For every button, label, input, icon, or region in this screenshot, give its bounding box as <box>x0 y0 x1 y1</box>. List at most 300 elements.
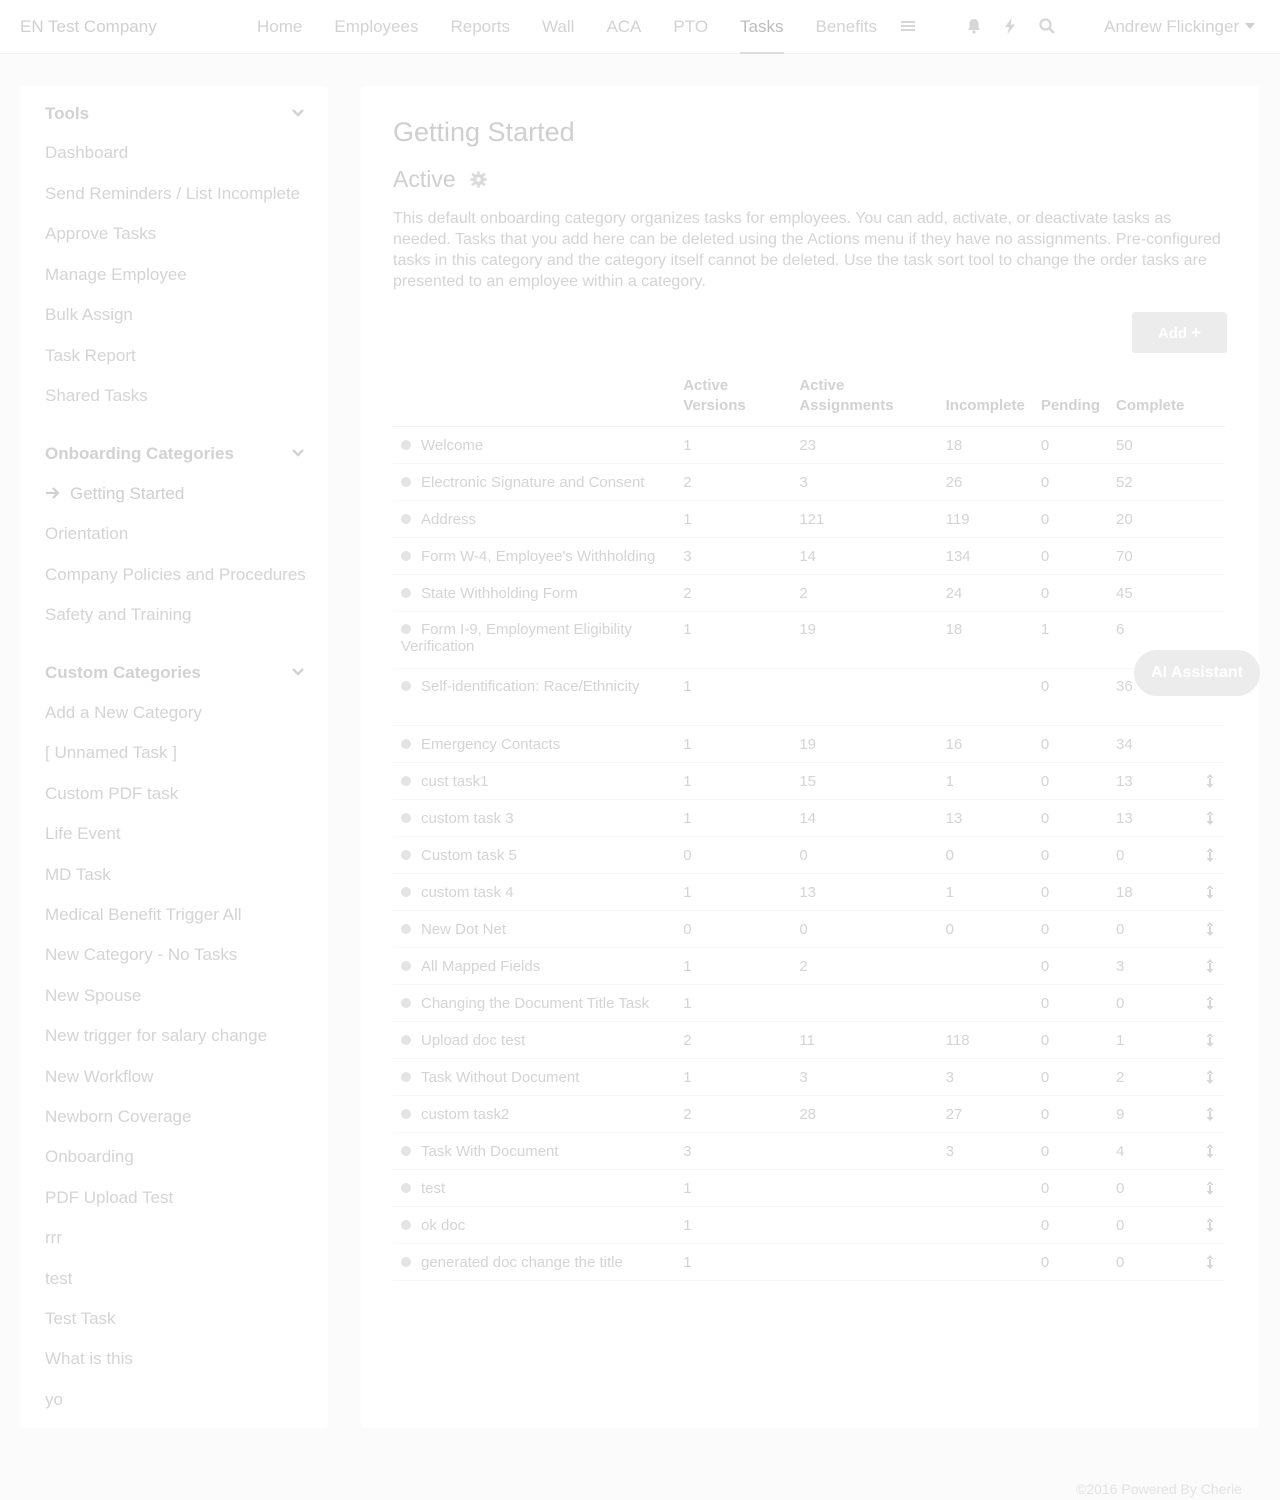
task-name-cell <box>393 726 675 763</box>
task-name-cell <box>393 985 675 1022</box>
sort-cell <box>1192 1244 1225 1281</box>
sort-handle-icon[interactable] <box>1205 847 1215 863</box>
task-name-link[interactable]: custom task 4 <box>421 883 514 901</box>
assignments-value[interactable]: 3 <box>799 473 808 491</box>
nav-link-pto[interactable]: PTO <box>673 17 709 36</box>
table-row[interactable] <box>393 575 1225 612</box>
pending-cell <box>1033 1170 1108 1207</box>
incomplete-value[interactable]: 18 <box>945 436 963 454</box>
task-name-link[interactable]: ok doc <box>421 1216 466 1234</box>
active-versions-cell <box>675 726 791 763</box>
complete-value: 9 <box>1115 1105 1125 1123</box>
versions-value: 3 <box>683 547 692 565</box>
status-dot-icon <box>401 1220 411 1230</box>
task-name-cell <box>393 763 675 800</box>
incomplete-value[interactable]: 119 <box>945 510 970 528</box>
chevron-down-icon <box>291 446 305 460</box>
task-name-link[interactable]: Address <box>421 510 477 528</box>
pending-cell <box>1033 837 1108 874</box>
sidebar-item-company-policies-and-procedures[interactable] <box>45 565 306 585</box>
sidebar-item-label: Test Task <box>45 1309 116 1328</box>
active-versions-cell <box>675 1022 791 1059</box>
main-panel <box>361 86 1259 1428</box>
tools-section-header[interactable] <box>45 104 305 124</box>
versions-value: 1 <box>683 1216 692 1234</box>
pending-value: 0 <box>1040 436 1050 454</box>
complete-cell <box>1108 1096 1192 1133</box>
sort-handle-icon[interactable] <box>1205 995 1215 1011</box>
assignments-value[interactable]: 121 <box>799 510 825 528</box>
complete-header[interactable]: Complete <box>1108 376 1192 427</box>
status-dot-icon <box>401 961 411 971</box>
complete-value: 20 <box>1115 510 1133 528</box>
sidebar-item-md-task[interactable] <box>45 865 111 885</box>
task-name-cell <box>393 1170 675 1207</box>
arrow-right-icon <box>45 486 61 500</box>
sidebar-item-label: Task Report <box>45 345 136 365</box>
versions-value: 3 <box>683 1142 692 1160</box>
sort-handle-icon[interactable] <box>1205 773 1215 789</box>
active-assignments-cell <box>791 911 937 948</box>
status-dot-icon <box>401 1109 411 1119</box>
assignments-value[interactable]: 11 <box>799 1031 815 1049</box>
incomplete-cell <box>938 1096 1033 1133</box>
task-name-link[interactable]: Electronic Signature and Consent <box>421 473 645 491</box>
nav-link-reports[interactable]: Reports <box>450 17 510 36</box>
nav-link-tasks[interactable]: Tasks <box>724 0 799 54</box>
sort-handle-icon[interactable] <box>1205 1143 1215 1159</box>
active-assignments-cell <box>791 1022 937 1059</box>
ai-assistant-button[interactable]: AI Assistant <box>1134 650 1260 696</box>
task-name-cell <box>393 1207 675 1244</box>
complete-value: 0 <box>1115 1179 1125 1197</box>
sort-cell <box>1192 501 1225 538</box>
task-name-link[interactable]: Upload doc test <box>421 1031 526 1049</box>
complete-value: 4 <box>1115 1142 1125 1160</box>
sidebar-item-label: PDF Upload Test <box>45 1187 174 1207</box>
table-row[interactable] <box>393 948 1225 985</box>
status-dot-icon <box>401 887 411 897</box>
pending-cell <box>1033 874 1108 911</box>
task-name-link[interactable]: Emergency Contacts <box>421 735 561 753</box>
pending-cell <box>1033 501 1108 538</box>
user-menu[interactable] <box>1104 17 1255 37</box>
incomplete-value[interactable]: 3 <box>945 1068 954 1086</box>
sort-cell <box>1192 427 1225 464</box>
sidebar-item-new-spouse[interactable] <box>45 986 141 1006</box>
onboarding-heading: Onboarding Categories <box>45 444 234 463</box>
task-name-link[interactable]: test <box>421 1179 446 1197</box>
incomplete-value[interactable]: 16 <box>945 735 963 753</box>
pending-cell <box>1033 427 1108 464</box>
pending-value: 0 <box>1040 1068 1050 1086</box>
sort-handle-icon[interactable] <box>1205 1217 1215 1233</box>
versions-value: 1 <box>683 510 692 528</box>
active-versions-cell <box>675 911 791 948</box>
task-name-link[interactable]: Task Without Document <box>421 1068 580 1086</box>
sidebar-item-yo[interactable] <box>45 1390 63 1410</box>
pending-header[interactable]: Pending <box>1033 376 1108 427</box>
sidebar-item-new-category-no-tasks[interactable] <box>45 945 237 965</box>
active-assignments-cell <box>791 800 937 837</box>
pending-value: 0 <box>1040 994 1050 1012</box>
assignments-value[interactable]: 13 <box>799 883 817 901</box>
pending-value: 0 <box>1040 584 1050 602</box>
sort-cell <box>1192 1059 1225 1096</box>
incomplete-cell <box>938 669 1033 726</box>
sidebar-item-label: Company Policies and Procedures <box>45 564 306 584</box>
sidebar-item-label: yo <box>45 1389 63 1409</box>
sort-handle-icon[interactable] <box>1205 1069 1215 1085</box>
complete-cell <box>1108 1133 1192 1170</box>
incomplete-cell <box>938 800 1033 837</box>
status-dot-icon <box>401 850 411 860</box>
sidebar <box>20 86 328 1428</box>
versions-value: 2 <box>683 473 692 491</box>
active-versions-cell <box>675 763 791 800</box>
sidebar-item-label: Onboarding <box>45 1147 134 1167</box>
active-versions-cell <box>675 1133 791 1170</box>
custom-section-header[interactable] <box>45 663 305 683</box>
task-name-cell <box>393 575 675 612</box>
chevron-down-icon <box>291 665 305 679</box>
sidebar-item-approve-tasks[interactable] <box>45 224 156 244</box>
sidebar-item-label: Manage Employee <box>45 264 187 284</box>
complete-value: 50 <box>1115 436 1133 454</box>
sort-handle-icon[interactable] <box>1205 884 1215 900</box>
assignments-value[interactable]: 2 <box>799 957 808 975</box>
nav-link-home[interactable]: Home <box>257 17 303 36</box>
active-versions-cell <box>675 1207 791 1244</box>
sidebar-item-shared-tasks[interactable] <box>45 386 148 406</box>
chevron-down-icon <box>291 106 305 120</box>
active-assignments-header[interactable]: Active Assignments <box>791 376 937 427</box>
sidebar-item-test[interactable] <box>45 1269 72 1289</box>
pending-cell <box>1033 1244 1108 1281</box>
task-name-link[interactable]: Task With Document <box>421 1142 559 1160</box>
versions-value: 0 <box>683 920 692 938</box>
pending-value: 0 <box>1040 1216 1050 1234</box>
nav-link-aca[interactable]: ACA <box>606 17 642 36</box>
task-name-cell <box>393 538 675 575</box>
add-task-button[interactable] <box>1132 312 1227 353</box>
complete-value: 52 <box>1115 473 1133 491</box>
tools-heading: Tools <box>45 104 90 123</box>
task-name-link[interactable]: Custom task 5 <box>421 846 517 864</box>
pending-value: 1 <box>1040 621 1050 638</box>
incomplete-cell <box>938 575 1033 612</box>
versions-value: 1 <box>683 809 692 827</box>
search-icon[interactable] <box>1038 17 1056 35</box>
task-name-link[interactable]: Self-identification: Race/Ethnicity <box>421 678 640 695</box>
status-label: Active <box>393 166 456 192</box>
incomplete-value[interactable]: 1 <box>945 772 954 790</box>
table-row[interactable] <box>393 501 1225 538</box>
sort-cell <box>1192 464 1225 501</box>
status-dot-icon <box>401 998 411 1008</box>
sidebar-item-label: New Spouse <box>45 985 142 1005</box>
active-versions-header[interactable]: Active Versions <box>675 376 791 427</box>
sidebar-item-medical-benefit-trigger-all[interactable] <box>45 905 242 925</box>
sidebar-item-send-reminders-list-incomplete[interactable] <box>45 184 300 204</box>
active-assignments-cell <box>791 501 937 538</box>
complete-cell <box>1108 763 1192 800</box>
pending-cell <box>1033 726 1108 763</box>
status-dot-icon <box>401 551 411 561</box>
sort-handle-icon[interactable] <box>1205 1254 1215 1270</box>
incomplete-cell <box>938 427 1033 464</box>
menu-icon[interactable] <box>899 17 917 35</box>
complete-value: 2 <box>1115 1068 1125 1086</box>
table-row[interactable] <box>393 427 1225 464</box>
sidebar-item-onboarding[interactable] <box>45 1147 134 1167</box>
sidebar-item-label: rrr <box>45 1228 62 1248</box>
active-assignments-cell <box>791 1133 937 1170</box>
incomplete-cell <box>938 612 1033 669</box>
sidebar-item-bulk-assign[interactable] <box>45 305 133 325</box>
versions-value: 1 <box>683 1253 692 1271</box>
active-assignments-cell <box>791 1096 937 1133</box>
assignments-value[interactable]: 15 <box>799 772 817 790</box>
pending-value: 0 <box>1040 547 1050 565</box>
gear-icon[interactable] <box>470 171 487 188</box>
incomplete-value[interactable]: 24 <box>945 584 963 602</box>
assignments-value[interactable]: 23 <box>799 436 817 454</box>
active-versions-cell <box>675 669 791 726</box>
status-dot-icon <box>401 739 411 749</box>
sidebar-item-task-report[interactable] <box>45 346 136 366</box>
pending-cell <box>1033 1207 1108 1244</box>
pending-cell <box>1033 538 1108 575</box>
company-brand[interactable]: EN Test Company <box>20 17 157 36</box>
complete-cell <box>1108 1022 1192 1059</box>
active-assignments-cell <box>791 837 937 874</box>
nav-link-benefits[interactable]: Benefits <box>815 17 877 36</box>
table-row[interactable] <box>393 464 1225 501</box>
sidebar-item-safety-and-training[interactable] <box>45 605 191 625</box>
sidebar-item-rrr[interactable] <box>45 1228 62 1248</box>
sidebar-item-newborn-coverage[interactable] <box>45 1107 191 1127</box>
complete-cell <box>1108 837 1192 874</box>
incomplete-value[interactable]: 0 <box>945 920 954 938</box>
task-name-link[interactable]: Form I-9, Employment Eligibility Verification <box>401 621 632 655</box>
pending-cell <box>1033 911 1108 948</box>
nav-link-employees[interactable]: Employees <box>334 17 419 36</box>
sort-handle-icon[interactable] <box>1205 810 1215 826</box>
assignments-value[interactable]: 3 <box>799 1068 808 1086</box>
add-button-label: Add <box>1157 324 1188 342</box>
versions-value: 2 <box>683 584 692 602</box>
incomplete-value[interactable]: 1 <box>945 883 954 901</box>
sort-handle-icon[interactable] <box>1205 921 1215 937</box>
assignments-value[interactable]: 14 <box>799 547 817 565</box>
assignments-value[interactable]: 0 <box>799 846 808 864</box>
nav-link-wall[interactable]: Wall <box>542 17 575 36</box>
complete-value: 0 <box>1115 1253 1125 1271</box>
pending-value: 0 <box>1040 1253 1050 1271</box>
table-row[interactable] <box>393 1133 1225 1170</box>
task-name-cell <box>393 837 675 874</box>
table-row[interactable] <box>393 726 1225 763</box>
table-row[interactable] <box>393 874 1225 911</box>
sidebar-item-getting-started[interactable] <box>45 484 184 504</box>
task-name-link[interactable]: cust task1 <box>421 772 489 790</box>
incomplete-value[interactable]: 27 <box>945 1105 963 1123</box>
task-name-link[interactable]: Form W-4, Employee's Withholding <box>421 547 656 565</box>
versions-value: 2 <box>683 1105 692 1123</box>
table-row[interactable] <box>393 612 1225 669</box>
task-name-link[interactable]: Welcome <box>421 436 484 454</box>
table-row[interactable] <box>393 1096 1225 1133</box>
sidebar-item-life-event[interactable] <box>45 824 121 844</box>
task-name-link[interactable]: New Dot Net <box>421 920 507 938</box>
active-versions-cell <box>675 837 791 874</box>
active-assignments-cell <box>791 427 937 464</box>
bolt-icon[interactable] <box>1001 17 1019 35</box>
incomplete-cell <box>938 911 1033 948</box>
incomplete-value[interactable]: 13 <box>945 809 963 827</box>
incomplete-cell <box>938 1059 1033 1096</box>
pending-value: 0 <box>1040 1031 1050 1049</box>
task-name-link[interactable]: custom task 3 <box>421 809 514 827</box>
sidebar-item-dashboard[interactable] <box>45 143 128 163</box>
pending-cell <box>1033 1096 1108 1133</box>
sidebar-item-what-is-this[interactable] <box>45 1349 133 1369</box>
complete-cell <box>1108 948 1192 985</box>
table-row[interactable] <box>393 1170 1225 1207</box>
sort-handle-icon[interactable] <box>1205 1032 1215 1048</box>
status-dot-icon <box>401 1257 411 1267</box>
bell-icon[interactable] <box>965 17 983 35</box>
assignments-value[interactable]: 2 <box>799 584 808 602</box>
sort-cell <box>1192 575 1225 612</box>
pending-cell <box>1033 1022 1108 1059</box>
table-row[interactable] <box>393 800 1225 837</box>
table-row[interactable] <box>393 1244 1225 1281</box>
pending-cell <box>1033 1133 1108 1170</box>
complete-cell <box>1108 911 1192 948</box>
tasks-table <box>393 376 1225 1281</box>
sort-handle-icon[interactable] <box>1205 958 1215 974</box>
incomplete-value[interactable]: 118 <box>945 1031 970 1049</box>
sidebar-item-label: Dashboard <box>45 143 129 162</box>
sidebar-item-orientation[interactable] <box>45 524 128 544</box>
versions-value: 1 <box>683 994 692 1012</box>
complete-cell <box>1108 985 1192 1022</box>
status-dot-icon <box>401 1183 411 1193</box>
caret-down-icon <box>1245 23 1255 29</box>
complete-value: 45 <box>1115 584 1133 602</box>
sidebar-item-label: Bulk Assign <box>45 305 133 324</box>
task-name-link[interactable]: Changing the Document Title Task <box>421 994 650 1012</box>
incomplete-value[interactable]: 26 <box>945 473 963 491</box>
complete-cell <box>1108 726 1192 763</box>
complete-cell <box>1108 1059 1192 1096</box>
sidebar-item-add-a-new-category[interactable] <box>45 703 202 723</box>
assignments-value[interactable]: 14 <box>799 809 817 827</box>
complete-value: 0 <box>1115 846 1125 864</box>
task-name-cell <box>393 800 675 837</box>
incomplete-header[interactable]: Incomplete <box>938 376 1033 427</box>
active-assignments-cell <box>791 464 937 501</box>
active-versions-cell <box>675 948 791 985</box>
sidebar-item-manage-employee[interactable] <box>45 265 187 285</box>
table-row[interactable] <box>393 763 1225 800</box>
incomplete-value[interactable]: 0 <box>945 846 954 864</box>
sidebar-item-label: New trigger for salary change <box>45 1026 268 1046</box>
plus-icon: + <box>1191 322 1202 342</box>
versions-value: 1 <box>683 735 692 753</box>
onboarding-section-header[interactable] <box>45 444 305 464</box>
complete-cell <box>1108 501 1192 538</box>
assignments-value[interactable]: 0 <box>799 920 808 938</box>
active-versions-cell <box>675 1096 791 1133</box>
sort-cell <box>1192 1133 1225 1170</box>
page-title: Getting Started <box>393 117 575 147</box>
table-row[interactable] <box>393 1207 1225 1244</box>
status-dot-icon <box>401 1072 411 1082</box>
table-row[interactable] <box>393 538 1225 575</box>
pending-value: 0 <box>1040 735 1050 753</box>
sidebar-item-label: [ Unnamed Task ] <box>45 743 177 763</box>
complete-value: 3 <box>1115 957 1125 975</box>
task-name-link[interactable]: State Withholding Form <box>421 584 578 602</box>
sidebar-item-unnamed-task[interactable] <box>45 743 177 763</box>
table-row[interactable] <box>393 911 1225 948</box>
complete-value: 13 <box>1115 809 1133 827</box>
versions-value: 1 <box>683 957 692 975</box>
sort-handle-icon[interactable] <box>1205 1180 1215 1196</box>
incomplete-cell <box>938 501 1033 538</box>
main-nav <box>241 0 893 54</box>
task-name-cell <box>393 948 675 985</box>
sort-cell <box>1192 763 1225 800</box>
complete-value: 0 <box>1115 1216 1125 1234</box>
sidebar-item-pdf-upload-test[interactable] <box>45 1188 173 1208</box>
assignments-value[interactable]: 19 <box>799 735 817 753</box>
category-status <box>393 166 487 193</box>
sort-handle-icon[interactable] <box>1205 1106 1215 1122</box>
incomplete-cell <box>938 538 1033 575</box>
complete-value: 0 <box>1115 920 1125 938</box>
incomplete-value[interactable]: 134 <box>945 547 971 565</box>
status-dot-icon <box>401 813 411 823</box>
versions-value: 1 <box>683 1068 692 1086</box>
sidebar-item-new-trigger-for-salary-change[interactable] <box>45 1026 267 1046</box>
incomplete-value[interactable]: 18 <box>945 621 963 638</box>
category-description: This default onboarding category organizes tasks for employees. You can add, activate, or deactivate tasks as needed. Tasks that you add here can be deleted using the Actions menu if they have no assignments. Pre-configured tasks in this category and the category itself cannot be deleted. Use the task sort tool to change the order tasks are presented to an employee within a category. <box>393 210 1221 290</box>
task-name-link[interactable]: generated doc change the title <box>421 1253 623 1271</box>
assignments-value[interactable]: 19 <box>799 621 817 638</box>
sidebar-item-test-task[interactable] <box>45 1309 116 1329</box>
incomplete-cell <box>938 948 1033 985</box>
table-row[interactable] <box>393 1059 1225 1096</box>
table-row[interactable] <box>393 1022 1225 1059</box>
table-row[interactable] <box>393 669 1225 726</box>
incomplete-value[interactable]: 3 <box>945 1142 954 1160</box>
task-name-link[interactable]: All Mapped Fields <box>421 957 541 975</box>
table-row[interactable] <box>393 837 1225 874</box>
sidebar-item-new-workflow[interactable] <box>45 1067 153 1087</box>
table-header-row <box>393 376 1225 427</box>
active-versions-cell <box>675 501 791 538</box>
assignments-value[interactable]: 28 <box>799 1105 817 1123</box>
pending-cell <box>1033 575 1108 612</box>
table-row[interactable] <box>393 985 1225 1022</box>
sidebar-item-custom-pdf-task[interactable] <box>45 784 178 804</box>
task-name-link[interactable]: custom task2 <box>421 1105 510 1123</box>
incomplete-cell <box>938 985 1033 1022</box>
